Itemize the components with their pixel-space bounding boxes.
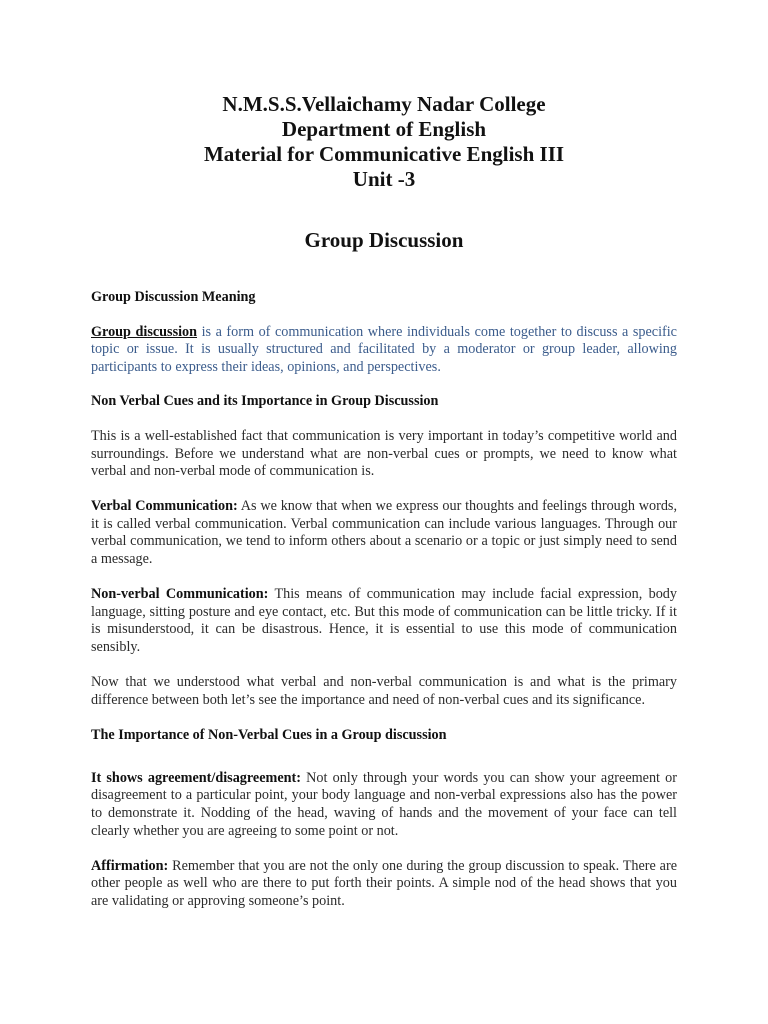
document-body xyxy=(91,289,677,910)
college-name: N.M.S.S.Vellaichamy Nadar College xyxy=(222,92,546,116)
material-title: Material for Communicative English III xyxy=(203,142,565,166)
difference-paragraph: Now that we understood what verbal and non-verbal communication is and what is the primary difference between both let’s see the importance and need of non-verbal cues and its significance. xyxy=(91,674,677,708)
affirmation-term: Affirmation: xyxy=(91,857,169,874)
document-header xyxy=(0,92,768,192)
agreement-term: It shows agreement/disagreement: xyxy=(91,769,301,786)
nonverbal-heading: Non Verbal Cues and its Importance in Group Discussion xyxy=(91,393,439,410)
nonverbal-paragraph xyxy=(91,586,677,656)
department-name: Department of English xyxy=(281,117,487,141)
definition-paragraph xyxy=(91,324,677,377)
page-title: Group Discussion xyxy=(304,228,464,252)
intro-paragraph: This is a well-established fact that communication is very important in today’s competitive world and surroundings. Before we understand what are non-verbal cues or prompts, we need to know what verbal and non-verbal mode of communication is. xyxy=(91,427,677,480)
verbal-text: As we know that when we express our thoughts and feelings through words, it is called verbal communication. Verbal communication can include various languages. Through our verbal communication, we tend to inform others about a scenario or a topic or just simply need to send a message. xyxy=(91,498,677,568)
importance-heading: The Importance of Non-Verbal Cues in a Group discussion xyxy=(91,726,447,743)
verbal-term: Verbal Communication: xyxy=(91,498,238,515)
agreement-text: Not only through your words you can show your agreement or disagreement to a particular point, your body language and non-verbal expressions also has the power to demonstrate it. Nodding of the head, waving of hands and the movement of your face can tell clearly whether you are agreeing to some point or not. xyxy=(91,769,677,839)
verbal-paragraph xyxy=(91,498,677,568)
affirmation-text: Remember that you are not the only one during the group discussion to speak. There are other people as well who are there to put forth their points. A simple nod of the head shows that you are validating or approving someone’s point. xyxy=(91,857,677,909)
group-discussion-link[interactable]: Group discussion xyxy=(91,323,198,340)
unit-label: Unit -3 xyxy=(352,167,416,191)
definition-text: is a form of communication where individuals come together to discuss a specific topic or issue. It is usually structured and facilitated by a moderator or group leader, allowing participants to express their ideas, opinions, and perspectives. xyxy=(91,323,677,375)
agreement-paragraph xyxy=(91,770,677,840)
meaning-heading: Group Discussion Meaning xyxy=(91,289,256,305)
nonverbal-text: This means of communication may include facial expression, body language, sitting posture and eye contact, etc. But this mode of communication can be little tricky. If it is misunderstood, it can be disastrous. Hence, it is essential to use this mode of communication sensibly. xyxy=(91,586,677,655)
nonverbal-term: Non-verbal Communication: xyxy=(91,586,269,603)
affirmation-paragraph xyxy=(91,858,677,911)
